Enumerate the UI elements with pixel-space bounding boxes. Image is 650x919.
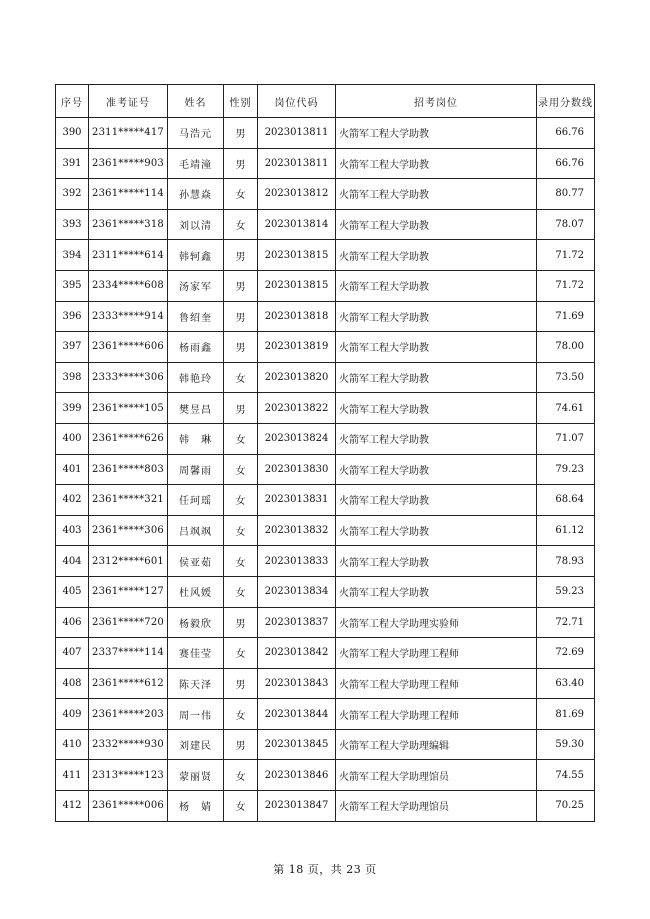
- position-code: 2023013820: [258, 362, 336, 393]
- row-index: 411: [56, 760, 89, 791]
- gender: 女: [224, 209, 258, 240]
- header-name: 姓名: [168, 85, 224, 118]
- gender: 男: [224, 668, 258, 699]
- position-code: 2023013815: [258, 270, 336, 301]
- exam-id: 2333*****914: [89, 301, 168, 332]
- exam-id: 2332*****930: [89, 729, 168, 760]
- position-code: 2023013844: [258, 699, 336, 730]
- gender: 男: [224, 270, 258, 301]
- position-title: 火箭军工程大学助教: [336, 240, 537, 271]
- position-title: 火箭军工程大学助教: [336, 546, 537, 577]
- table-row: [56, 760, 595, 791]
- exam-id: 2312*****601: [89, 546, 168, 577]
- table-row: [56, 393, 595, 424]
- score-line: 71.72: [537, 240, 595, 271]
- row-index: 409: [56, 699, 89, 730]
- exam-id: 2337*****114: [89, 638, 168, 669]
- table-row: [56, 270, 595, 301]
- candidate-name: 杜风媛: [168, 576, 224, 607]
- table-row: [56, 209, 595, 240]
- candidate-name: 刘以清: [168, 209, 224, 240]
- position-title: 火箭军工程大学助教: [336, 393, 537, 424]
- row-index: 397: [56, 332, 89, 363]
- results-table-container: [55, 84, 595, 822]
- table-row: [56, 515, 595, 546]
- table-row: [56, 729, 595, 760]
- score-line: 71.72: [537, 270, 595, 301]
- gender: 女: [224, 699, 258, 730]
- gender: 女: [224, 546, 258, 577]
- position-code: 2023013815: [258, 240, 336, 271]
- table-row: [56, 607, 595, 638]
- gender: 女: [224, 576, 258, 607]
- score-line: 78.00: [537, 332, 595, 363]
- page-number: 第 18 页，共 23 页: [273, 863, 377, 876]
- exam-id: 2361*****105: [89, 393, 168, 424]
- gender: 女: [224, 362, 258, 393]
- exam-id: 2361*****318: [89, 209, 168, 240]
- exam-id: 2311*****417: [89, 118, 168, 149]
- table-header-row: [56, 85, 595, 118]
- position-title: 火箭军工程大学助理实验师: [336, 607, 537, 638]
- candidate-name: 侯亚茹: [168, 546, 224, 577]
- gender: 女: [224, 454, 258, 485]
- position-code: 2023013818: [258, 301, 336, 332]
- candidate-name: 杨雨鑫: [168, 332, 224, 363]
- position-code: 2023013837: [258, 607, 336, 638]
- candidate-name: 杨 婧: [168, 791, 224, 822]
- table-row: [56, 699, 595, 730]
- exam-id: 2361*****720: [89, 607, 168, 638]
- candidate-name: 韩轲鑫: [168, 240, 224, 271]
- candidate-name: 鲁绍奎: [168, 301, 224, 332]
- position-code: 2023013842: [258, 638, 336, 669]
- candidate-name: 杨毅欣: [168, 607, 224, 638]
- candidate-name: 韩艳玲: [168, 362, 224, 393]
- gender: 男: [224, 240, 258, 271]
- candidate-name: 樊昱昌: [168, 393, 224, 424]
- score-line: 79.23: [537, 454, 595, 485]
- score-line: 78.07: [537, 209, 595, 240]
- position-title: 火箭军工程大学助教: [336, 332, 537, 363]
- row-index: 408: [56, 668, 89, 699]
- candidate-name: 刘建民: [168, 729, 224, 760]
- row-index: 406: [56, 607, 89, 638]
- candidate-name: 赛佳莹: [168, 638, 224, 669]
- gender: 女: [224, 791, 258, 822]
- table-row: [56, 546, 595, 577]
- row-index: 393: [56, 209, 89, 240]
- score-line: 59.30: [537, 729, 595, 760]
- position-title: 火箭军工程大学助理编辑: [336, 729, 537, 760]
- position-title: 火箭军工程大学助理工程师: [336, 668, 537, 699]
- score-line: 74.61: [537, 393, 595, 424]
- row-index: 399: [56, 393, 89, 424]
- position-code: 2023013832: [258, 515, 336, 546]
- row-index: 396: [56, 301, 89, 332]
- candidate-name: 吕飒飒: [168, 515, 224, 546]
- table-row: [56, 332, 595, 363]
- position-code: 2023013814: [258, 209, 336, 240]
- header-exam-id: 准考证号: [89, 85, 168, 118]
- exam-id: 2361*****006: [89, 791, 168, 822]
- position-code: 2023013843: [258, 668, 336, 699]
- position-title: 火箭军工程大学助教: [336, 209, 537, 240]
- exam-id: 2361*****321: [89, 485, 168, 516]
- table-row: [56, 454, 595, 485]
- exam-id: 2361*****306: [89, 515, 168, 546]
- candidate-name: 任珂瑶: [168, 485, 224, 516]
- score-line: 71.69: [537, 301, 595, 332]
- candidate-name: 毛靖潼: [168, 148, 224, 179]
- gender: 女: [224, 760, 258, 791]
- row-index: 410: [56, 729, 89, 760]
- candidate-name: 周馨雨: [168, 454, 224, 485]
- position-code: 2023013811: [258, 118, 336, 149]
- exam-id: 2333*****306: [89, 362, 168, 393]
- position-title: 火箭军工程大学助教: [336, 270, 537, 301]
- score-line: 81.69: [537, 699, 595, 730]
- header-score: 录用分数线: [537, 85, 595, 118]
- exam-id: 2313*****123: [89, 760, 168, 791]
- results-table: [55, 84, 595, 822]
- position-title: 火箭军工程大学助教: [336, 485, 537, 516]
- position-title: 火箭军工程大学助理馆员: [336, 791, 537, 822]
- score-line: 63.40: [537, 668, 595, 699]
- gender: 女: [224, 179, 258, 210]
- position-title: 火箭军工程大学助教: [336, 362, 537, 393]
- position-title: 火箭军工程大学助教: [336, 118, 537, 149]
- table-row: [56, 240, 595, 271]
- score-line: 78.93: [537, 546, 595, 577]
- table-row: [56, 179, 595, 210]
- row-index: 403: [56, 515, 89, 546]
- table-row: [56, 362, 595, 393]
- position-title: 火箭军工程大学助教: [336, 515, 537, 546]
- candidate-name: 周一伟: [168, 699, 224, 730]
- score-line: 70.25: [537, 791, 595, 822]
- candidate-name: 蒙丽贤: [168, 760, 224, 791]
- candidate-name: 马浩元: [168, 118, 224, 149]
- exam-id: 2361*****903: [89, 148, 168, 179]
- table-row: [56, 791, 595, 822]
- gender: 男: [224, 118, 258, 149]
- exam-id: 2311*****614: [89, 240, 168, 271]
- exam-id: 2361*****606: [89, 332, 168, 363]
- position-code: 2023013819: [258, 332, 336, 363]
- position-title: 火箭军工程大学助教: [336, 148, 537, 179]
- score-line: 72.69: [537, 638, 595, 669]
- score-line: 80.77: [537, 179, 595, 210]
- table-row: [56, 576, 595, 607]
- header-gender: 性别: [224, 85, 258, 118]
- candidate-name: 韩 琳: [168, 423, 224, 454]
- table-row: [56, 423, 595, 454]
- position-title: 火箭军工程大学助理馆员: [336, 760, 537, 791]
- table-row: [56, 485, 595, 516]
- position-title: 火箭军工程大学助教: [336, 454, 537, 485]
- row-index: 412: [56, 791, 89, 822]
- gender: 女: [224, 485, 258, 516]
- position-title: 火箭军工程大学助理工程师: [336, 699, 537, 730]
- position-code: 2023013830: [258, 454, 336, 485]
- exam-id: 2334*****608: [89, 270, 168, 301]
- candidate-name: 陈天泽: [168, 668, 224, 699]
- score-line: 71.07: [537, 423, 595, 454]
- score-line: 74.55: [537, 760, 595, 791]
- gender: 女: [224, 423, 258, 454]
- row-index: 404: [56, 546, 89, 577]
- gender: 男: [224, 607, 258, 638]
- score-line: 66.76: [537, 148, 595, 179]
- header-position-code: 岗位代码: [258, 85, 336, 118]
- gender: 男: [224, 332, 258, 363]
- position-title: 火箭军工程大学助理工程师: [336, 638, 537, 669]
- position-code: 2023013833: [258, 546, 336, 577]
- row-index: 391: [56, 148, 89, 179]
- table-row: [56, 301, 595, 332]
- score-line: 59.23: [537, 576, 595, 607]
- row-index: 392: [56, 179, 89, 210]
- score-line: 61.12: [537, 515, 595, 546]
- gender: 男: [224, 148, 258, 179]
- row-index: 405: [56, 576, 89, 607]
- position-title: 火箭军工程大学助教: [336, 576, 537, 607]
- gender: 女: [224, 515, 258, 546]
- row-index: 401: [56, 454, 89, 485]
- position-code: 2023013845: [258, 729, 336, 760]
- gender: 男: [224, 729, 258, 760]
- row-index: 402: [56, 485, 89, 516]
- position-code: 2023013846: [258, 760, 336, 791]
- row-index: 398: [56, 362, 89, 393]
- table-row: [56, 668, 595, 699]
- row-index: 395: [56, 270, 89, 301]
- candidate-name: 孙慧焱: [168, 179, 224, 210]
- position-title: 火箭军工程大学助教: [336, 423, 537, 454]
- gender: 女: [224, 638, 258, 669]
- exam-id: 2361*****127: [89, 576, 168, 607]
- position-title: 火箭军工程大学助教: [336, 179, 537, 210]
- table-row: [56, 148, 595, 179]
- row-index: 407: [56, 638, 89, 669]
- row-index: 390: [56, 118, 89, 149]
- position-code: 2023013824: [258, 423, 336, 454]
- header-position: 招考岗位: [336, 85, 537, 118]
- row-index: 394: [56, 240, 89, 271]
- position-code: 2023013834: [258, 576, 336, 607]
- row-index: 400: [56, 423, 89, 454]
- position-code: 2023013831: [258, 485, 336, 516]
- exam-id: 2361*****803: [89, 454, 168, 485]
- position-code: 2023013847: [258, 791, 336, 822]
- score-line: 73.50: [537, 362, 595, 393]
- candidate-name: 汤家军: [168, 270, 224, 301]
- score-line: 66.76: [537, 118, 595, 149]
- header-index: 序号: [56, 85, 89, 118]
- table-row: [56, 118, 595, 149]
- position-code: 2023013811: [258, 148, 336, 179]
- exam-id: 2361*****114: [89, 179, 168, 210]
- position-code: 2023013822: [258, 393, 336, 424]
- gender: 男: [224, 393, 258, 424]
- gender: 男: [224, 301, 258, 332]
- score-line: 68.64: [537, 485, 595, 516]
- score-line: 72.71: [537, 607, 595, 638]
- position-title: 火箭军工程大学助教: [336, 301, 537, 332]
- position-code: 2023013812: [258, 179, 336, 210]
- exam-id: 2361*****612: [89, 668, 168, 699]
- table-row: [56, 638, 595, 669]
- exam-id: 2361*****203: [89, 699, 168, 730]
- exam-id: 2361*****626: [89, 423, 168, 454]
